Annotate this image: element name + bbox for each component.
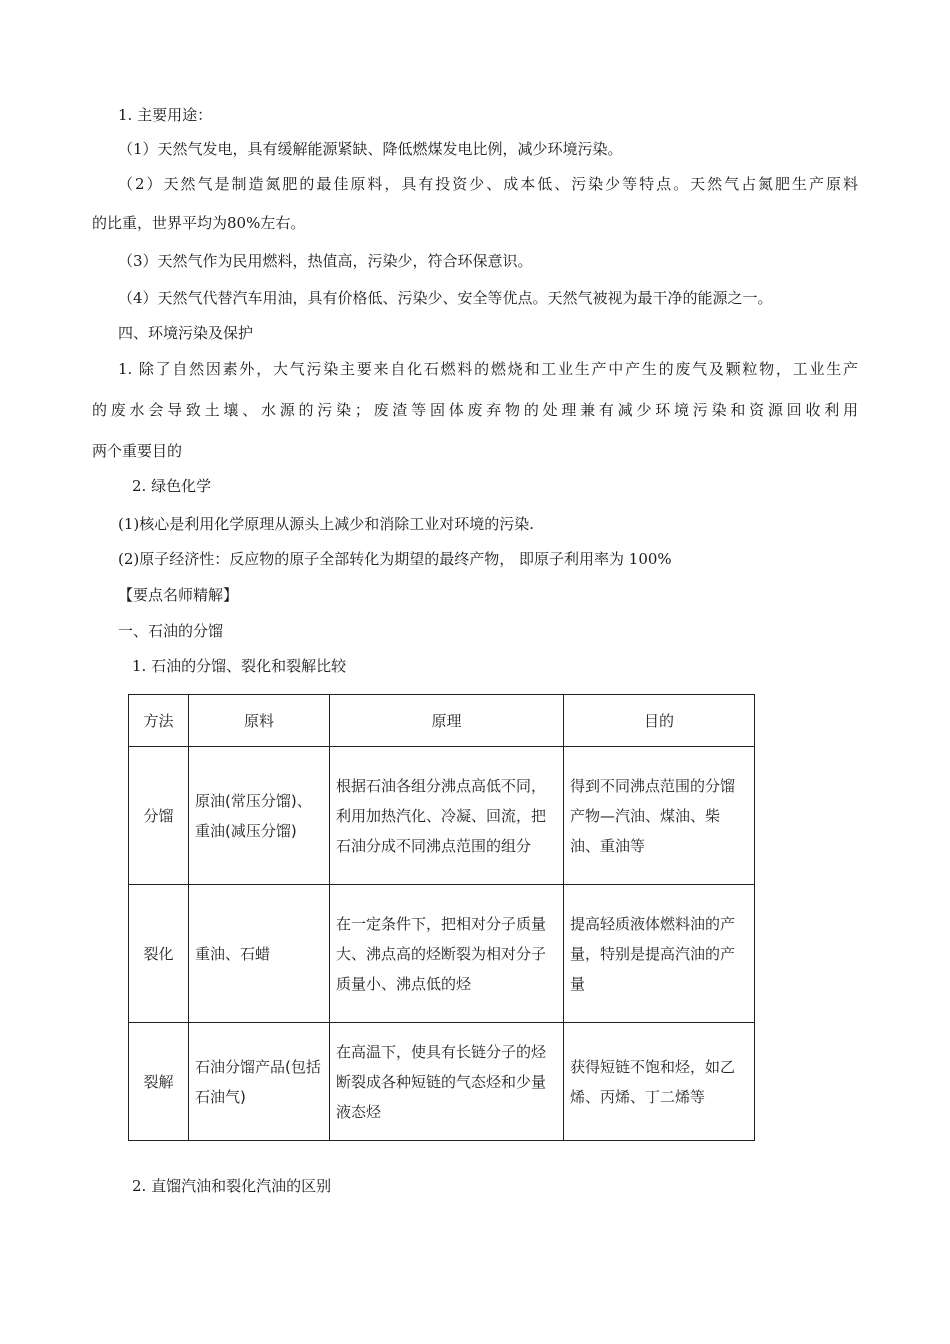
header-raw-material: 原料: [189, 695, 330, 747]
cell-raw-material: 重油、石蜡: [189, 885, 330, 1023]
paragraph-green-core: (1)核心是利用化学原理从源头上减少和消除工业对环境的污染.: [118, 515, 535, 533]
paragraph-pollution-line-2: 的废水会导致土壤、水源的污染；废渣等固体废弃物的处理兼有减少环境污染和资源回收利用: [92, 401, 858, 419]
paragraph-pollution-line-1: 1. 除了自然因素外，大气污染主要来自化石燃料的燃烧和工业生产中产生的废气及颗粒物，工业生产: [118, 360, 858, 378]
subheading-green-chemistry: 2. 绿色化学: [132, 477, 212, 495]
paragraph-use-3: （3）天然气作为民用燃料，热值高，污染少，符合环保意识。: [118, 252, 533, 270]
header-principle: 原理: [330, 695, 564, 747]
table-header-row: [129, 695, 755, 747]
paragraph-use-1: （1）天然气发电，具有缓解能源紧缺、降低燃煤发电比例，减少环境污染。: [118, 140, 623, 158]
comparison-table-wrapper: [128, 694, 754, 1140]
cell-method: 分馏: [129, 747, 189, 885]
cell-raw-material: 石油分馏产品(包括石油气): [189, 1023, 330, 1141]
cell-principle: 在高温下，使具有长链分子的烃断裂成各种短链的气态烃和少量液态烃: [330, 1023, 564, 1141]
table-row: [129, 747, 755, 885]
heading-gasoline-difference: 2. 直馏汽油和裂化汽油的区别: [132, 1177, 332, 1195]
header-method: 方法: [129, 695, 189, 747]
cell-principle: 在一定条件下，把相对分子质量大、沸点高的烃断裂为相对分子质量小、沸点低的烃: [330, 885, 564, 1023]
cell-method: 裂解: [129, 1023, 189, 1141]
table-row: [129, 1023, 755, 1141]
cell-principle: 根据石油各组分沸点高低不同，利用加热汽化、冷凝、回流，把石油分成不同沸点范围的组分: [330, 747, 564, 885]
heading-petroleum-fractionation: 一、石油的分馏: [118, 622, 224, 640]
cell-purpose: 获得短链不饱和烃，如乙烯、丙烯、丁二烯等: [564, 1023, 755, 1141]
paragraph-atom-economy: (2)原子经济性：反应物的原子全部转化为期望的最终产物， 即原子利用率为 100%: [118, 550, 672, 568]
cell-method: 裂化: [129, 885, 189, 1023]
table-row: [129, 885, 755, 1023]
heading-key-points: 【要点名师精解】: [118, 586, 239, 604]
cell-purpose: 提高轻质液体燃料油的产量，特别是提高汽油的产量: [564, 885, 755, 1023]
cell-raw-material: 原油(常压分馏)、重油(减压分馏): [189, 747, 330, 885]
cell-purpose: 得到不同沸点范围的分馏产物—汽油、煤油、柴油、重油等: [564, 747, 755, 885]
paragraph-use-4: （4）天然气代替汽车用油，具有价格低、污染少、安全等优点。天然气被视为最干净的能源之一。: [118, 289, 773, 307]
paragraph-pollution-line-3: 两个重要目的: [92, 442, 183, 460]
comparison-table: [128, 694, 755, 1141]
header-purpose: 目的: [564, 695, 755, 747]
section-heading-environment: 四、环境污染及保护: [118, 324, 254, 342]
paragraph-use-2-line-1: （2）天然气是制造氮肥的最佳原料，具有投资少、成本低、污染少等特点。天然气占氮肥生产原料: [118, 175, 858, 193]
paragraph-use-2-line-2: 的比重，世界平均为80%左右。: [92, 214, 306, 232]
section-heading-uses: 1. 主要用途：: [118, 106, 213, 124]
table-caption: 1. 石油的分馏、裂化和裂解比较: [132, 657, 347, 675]
